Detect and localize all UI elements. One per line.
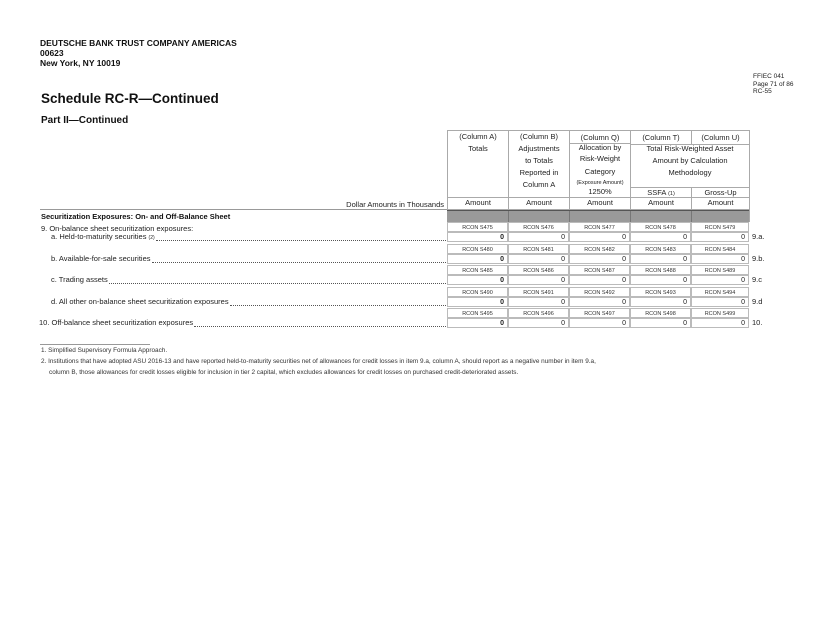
amount-field[interactable]: 0 xyxy=(569,232,630,242)
dot-leader xyxy=(152,262,447,263)
institution-location: New York, NY 10019 xyxy=(40,58,121,68)
item-code: RCON S480 xyxy=(447,244,508,254)
column-t-label: (Column T) xyxy=(642,133,680,142)
amount-field[interactable]: 0 xyxy=(508,254,569,264)
column-b-desc-4: Column A xyxy=(522,180,556,189)
item-code: RCON S498 xyxy=(630,308,691,318)
item-code: RCON S492 xyxy=(569,287,630,297)
item-code: RCON S476 xyxy=(508,222,569,232)
institution-header xyxy=(40,38,237,68)
item-code: RCON S496 xyxy=(508,308,569,318)
amount-field[interactable]: 0 xyxy=(630,254,691,264)
form-info xyxy=(753,73,793,96)
schedule-title: Schedule RC-R—Continued xyxy=(41,91,219,106)
institution-id: 00623 xyxy=(40,48,64,58)
column-q-desc-1: Allocation by xyxy=(578,143,622,152)
column-q-desc-2: Risk-Weight xyxy=(579,154,621,163)
row-label-text: b. Available-for-sale securities xyxy=(51,254,151,263)
column-t-footnote-ref: (1) xyxy=(668,191,675,197)
column-q-label: (Column Q) xyxy=(580,133,620,142)
line-reference: 9.a. xyxy=(752,232,765,241)
row-label xyxy=(51,275,108,284)
item-code: RCON S495 xyxy=(447,308,508,318)
dot-leader xyxy=(109,283,446,284)
section-rule xyxy=(40,209,447,210)
row-label-text: a. Held-to-maturity securities xyxy=(51,232,147,241)
item-code: RCON S475 xyxy=(447,222,508,232)
row-label xyxy=(51,297,229,306)
column-a-unit: Amount xyxy=(465,198,491,207)
item-code: RCON S484 xyxy=(691,244,749,254)
column-b-desc-1: Adjustments xyxy=(518,144,560,153)
footnote-ref: (2) xyxy=(148,235,155,241)
column-q-sub: 1250% xyxy=(588,187,612,196)
amount-field[interactable]: 0 xyxy=(447,275,508,285)
item-code: RCON S489 xyxy=(691,265,749,275)
amount-field[interactable]: 0 xyxy=(508,232,569,242)
column-q-unit: Amount xyxy=(587,198,613,207)
item-code: RCON S497 xyxy=(569,308,630,318)
column-u-unit: Amount xyxy=(707,198,734,207)
row-label-text: 10. Off-balance sheet securitization exposures xyxy=(39,318,194,327)
row-label-text: d. All other on-balance sheet securitization exposures xyxy=(51,297,229,306)
footnote-2-cont: column B, those allowances for credit losses eligible for inclusion in tier 2 capital, which excludes allowances for credit losses on purchased credit-deteriorated assets. xyxy=(49,369,519,376)
column-b-label: (Column B) xyxy=(520,132,558,141)
amount-field[interactable]: 0 xyxy=(508,318,569,328)
amount-field[interactable]: 0 xyxy=(691,254,749,264)
item-code: RCON S481 xyxy=(508,244,569,254)
amount-field[interactable]: 0 xyxy=(447,254,508,264)
amount-field[interactable]: 0 xyxy=(447,318,508,328)
column-tu-desc-2: Amount by Calculation xyxy=(652,156,728,165)
amount-field[interactable]: 0 xyxy=(447,232,508,242)
amount-field[interactable]: 0 xyxy=(508,275,569,285)
header-divider xyxy=(749,130,750,222)
column-b-desc-3: Reported in xyxy=(519,168,559,177)
amount-field[interactable]: 0 xyxy=(569,297,630,307)
amount-field[interactable]: 0 xyxy=(569,275,630,285)
amount-field[interactable]: 0 xyxy=(630,318,691,328)
amount-field[interactable]: 0 xyxy=(508,297,569,307)
item-code: RCON S490 xyxy=(447,287,508,297)
line-reference: 9.c xyxy=(752,275,763,284)
column-a-label: (Column A) xyxy=(459,132,497,141)
column-q-note: (Exposure Amount) xyxy=(576,180,624,186)
dot-leader xyxy=(230,305,446,306)
column-t-sub-text: SSFA xyxy=(647,188,666,197)
row-label xyxy=(39,318,193,327)
item-9-label: 9. On-balance sheet securitization exposures: xyxy=(41,224,194,233)
column-u-label: (Column U) xyxy=(701,133,740,142)
item-code: RCON S478 xyxy=(630,222,691,232)
column-b-unit: Amount xyxy=(526,198,552,207)
column-tu-desc-3: Methodology xyxy=(668,168,712,177)
item-code: RCON S482 xyxy=(569,244,630,254)
line-reference: 9.d xyxy=(752,297,763,306)
page-number: Page 71 of 86 xyxy=(753,80,794,88)
amount-field[interactable]: 0 xyxy=(691,318,749,328)
amount-field[interactable]: 0 xyxy=(630,297,691,307)
amount-field[interactable]: 0 xyxy=(447,297,508,307)
dollar-amounts-label: Dollar Amounts in Thousands xyxy=(346,200,444,209)
item-code: RCON S493 xyxy=(630,287,691,297)
column-tu-desc-1: Total Risk-Weighted Asset xyxy=(646,144,734,153)
footnote-1: 1. Simplified Supervisory Formula Approach. xyxy=(41,347,168,354)
row-label-text: c. Trading assets xyxy=(51,275,108,284)
section-title: Securitization Exposures: On- and Off-Balance Sheet xyxy=(41,212,231,221)
amount-field[interactable]: 0 xyxy=(630,232,691,242)
amount-field[interactable]: 0 xyxy=(691,232,749,242)
row-label xyxy=(51,254,151,263)
item-code: RCON S486 xyxy=(508,265,569,275)
institution-name: DEUTSCHE BANK TRUST COMPANY AMERICAS xyxy=(40,38,237,48)
item-code: RCON S499 xyxy=(691,308,749,318)
form-name: FFIEC 041 xyxy=(753,73,785,80)
item-code: RCON S479 xyxy=(691,222,749,232)
item-code: RCON S488 xyxy=(630,265,691,275)
part-title: Part II—Continued xyxy=(41,115,129,126)
form-code: RC-55 xyxy=(753,88,772,95)
item-code: RCON S477 xyxy=(569,222,630,232)
column-u-sub: Gross-Up xyxy=(704,188,737,197)
amount-field[interactable]: 0 xyxy=(691,275,749,285)
dot-leader xyxy=(194,326,446,327)
dot-leader xyxy=(156,240,446,241)
column-a-desc: Totals xyxy=(468,144,488,153)
line-reference: 10. xyxy=(752,318,763,327)
column-t-unit: Amount xyxy=(648,198,674,207)
footnote-2: 2. Institutions that have adopted ASU 2016-13 and have reported held-to-maturity securities net of allowances for credit losses in item 9.a, column A, should report as a negative number in item 9.a, xyxy=(41,358,596,365)
amount-field[interactable]: 0 xyxy=(569,318,630,328)
line-reference: 9.b. xyxy=(752,254,765,263)
amount-field[interactable]: 0 xyxy=(691,297,749,307)
row-label xyxy=(51,232,155,241)
amount-field[interactable]: 0 xyxy=(569,254,630,264)
item-code: RCON S491 xyxy=(508,287,569,297)
column-b-desc-2: to Totals xyxy=(525,156,553,165)
item-code: RCON S483 xyxy=(630,244,691,254)
item-code: RCON S487 xyxy=(569,265,630,275)
amount-field[interactable]: 0 xyxy=(630,275,691,285)
item-code: RCON S494 xyxy=(691,287,749,297)
item-code: RCON S485 xyxy=(447,265,508,275)
footnote-rule xyxy=(40,344,150,345)
column-q-desc-3: Category xyxy=(584,167,616,176)
